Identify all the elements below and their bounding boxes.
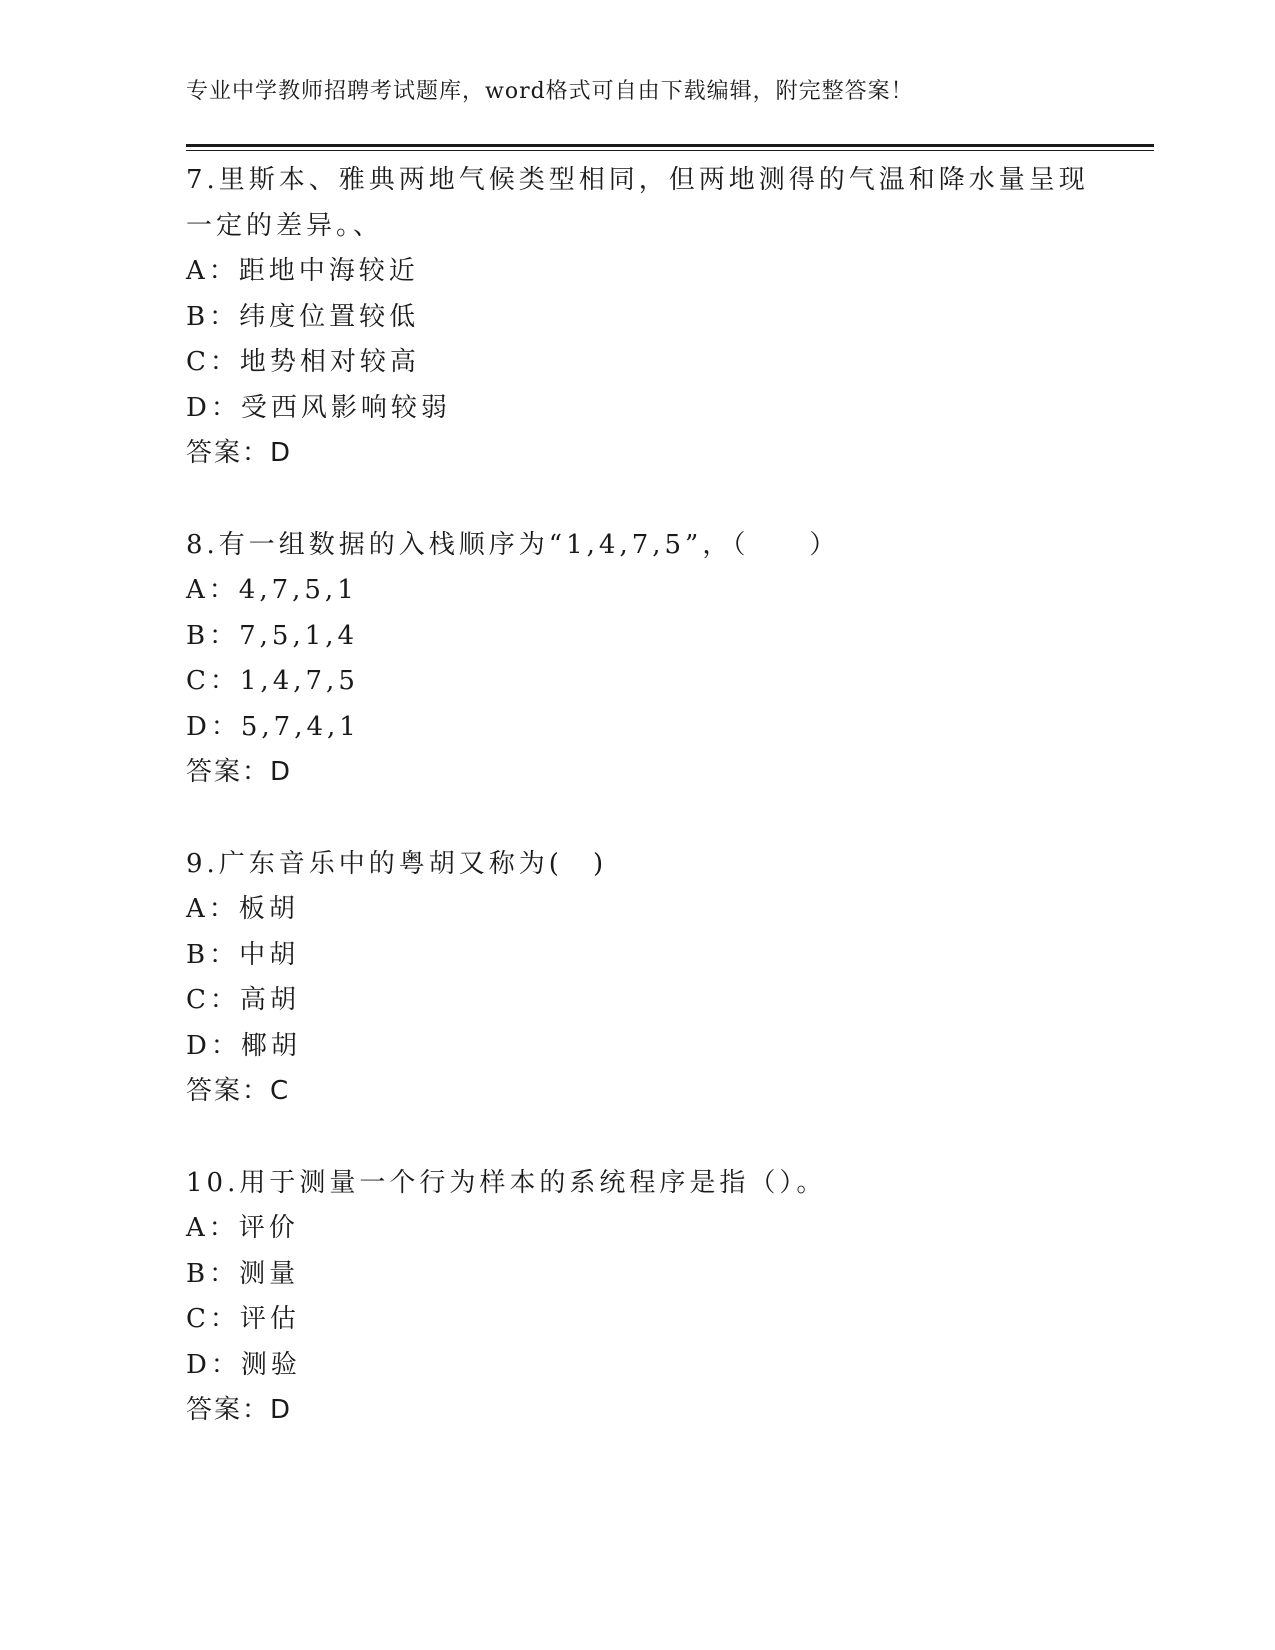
option-d: D：椰胡 bbox=[186, 1030, 301, 1061]
answer: 答案：D bbox=[186, 438, 293, 468]
option-a: A：4,7,5,1 bbox=[186, 575, 358, 605]
option-b: B：纬度位置较低 bbox=[186, 301, 420, 332]
answer: 答案：D bbox=[186, 1395, 293, 1425]
option-c: C：评估 bbox=[186, 1304, 300, 1334]
option-b: B：中胡 bbox=[186, 939, 300, 970]
question-stem: 8.有一组数据的入栈顺序为“1,4,7,5”，（ ） bbox=[186, 529, 840, 560]
question-7 bbox=[186, 158, 1089, 477]
page-header: 专业中学教师招聘考试题库，word格式可自由下载编辑，附完整答案！ bbox=[186, 79, 914, 104]
question-8 bbox=[186, 523, 1086, 796]
option-c: C：地势相对较高 bbox=[186, 347, 420, 377]
option-d: D：受西风影响较弱 bbox=[186, 392, 451, 423]
option-c: C：高胡 bbox=[186, 985, 300, 1015]
question-list bbox=[186, 158, 1089, 1434]
question-10 bbox=[186, 1161, 1086, 1434]
question-stem: 一定的差异。、 bbox=[186, 210, 384, 241]
option-b: B：测量 bbox=[186, 1258, 300, 1289]
answer: 答案：D bbox=[186, 757, 293, 787]
answer: 答案：C bbox=[186, 1076, 291, 1106]
option-b: B：7,5,1,4 bbox=[186, 620, 359, 651]
option-a: A：评价 bbox=[186, 1213, 299, 1243]
option-c: C：1,4,7,5 bbox=[186, 666, 359, 696]
question-stem: 10.用于测量一个行为样本的系统程序是指（）。 bbox=[186, 1167, 827, 1198]
question-9 bbox=[186, 842, 1086, 1115]
option-d: D：5,7,4,1 bbox=[186, 711, 360, 742]
question-stem: 9.广东音乐中的粤胡又称为( ) bbox=[186, 848, 608, 879]
option-a: A：板胡 bbox=[186, 894, 299, 924]
option-d: D：测验 bbox=[186, 1349, 301, 1380]
question-stem: 7.里斯本、雅典两地气候类型相同，但两地测得的气温和降水量呈现 bbox=[186, 165, 1089, 195]
question-gap bbox=[186, 477, 1086, 523]
header-rule-thin bbox=[186, 150, 1154, 151]
option-a: A：距地中海较近 bbox=[186, 256, 419, 286]
question-gap bbox=[186, 1115, 1086, 1161]
question-gap bbox=[186, 796, 1086, 842]
header-rule-thick bbox=[186, 144, 1154, 147]
